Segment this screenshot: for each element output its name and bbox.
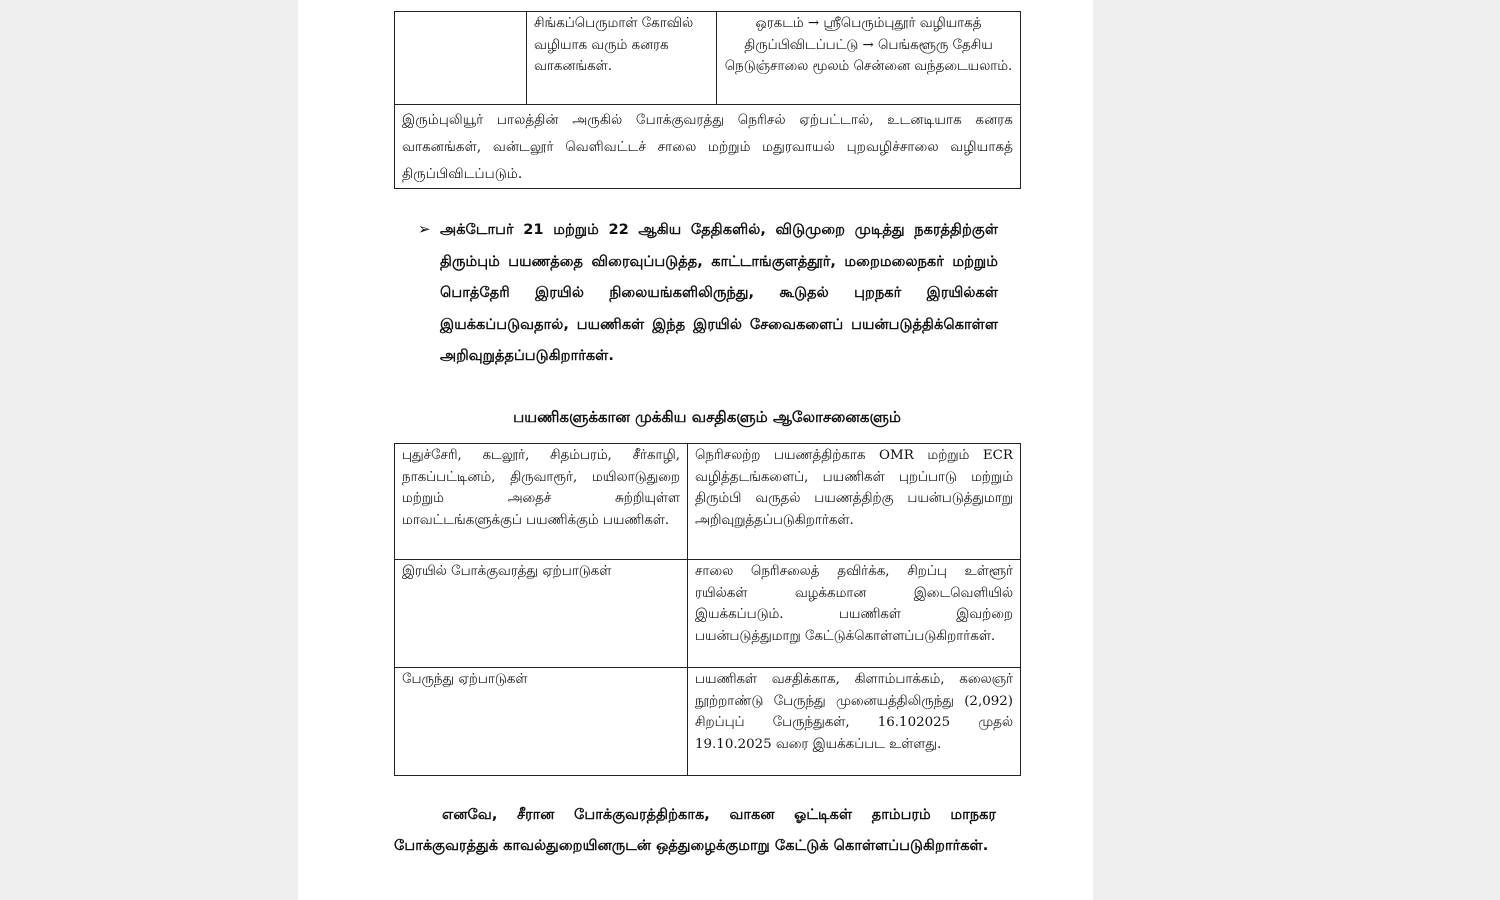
table-row xyxy=(395,560,1021,668)
table-row xyxy=(395,444,1021,560)
table-cell-empty xyxy=(395,12,527,105)
document-page xyxy=(298,0,1093,900)
section-title: பயணிகளுக்கான முக்கிய வசதிகளும் ஆலோசனைகளும் xyxy=(513,408,901,426)
closing-paragraph: எனவே, சீரான போக்குவரத்திற்காக, வாகன ஓட்டிகள் தாம்பரம் மாநகர போக்குவரத்துக் காவல்துறையினருடன் ஒத்துழைக்குமாறு கேட்டுக் கொள்ளப்படுகிறார்கள். xyxy=(394,806,996,854)
diversion-table xyxy=(394,11,1021,189)
table-cell-label: பேருந்து ஏற்பாடுகள் xyxy=(395,668,688,776)
table-cell-vehicles: சிங்கப்பெருமாள் கோவில் வழியாக வரும் கனரக வாகனங்கள். xyxy=(527,12,717,105)
bullet-paragraph xyxy=(418,214,998,372)
arrow-bullet-icon: ➢ xyxy=(418,220,431,238)
bullet-text: அக்டோபர் 21 மற்றும் 22 ஆகிய தேதிகளில், விடுமுறை முடித்து நகரத்திற்குள் திரும்பும் பயணத்தை விரைவுப்படுத்த, காட்டாங்குளத்தூர், மறைமலைநகர் மற்றும் பொத்தேரி இரயில் நிலையங்களிலிருந்து, கூடுதல் புறநகர் இரயில்கள் இயக்கப்படுவதால், பயணிகள் இந்த இரயில் சேவைகளைப் பயன்படுத்திக்கொள்ள அறிவுறுத்தப்படுகிறார்கள். xyxy=(440,221,998,364)
facilities-table xyxy=(394,443,1021,776)
table-cell-label: புதுச்சேரி, கடலூர், சிதம்பரம், சீர்காழி, நாகப்பட்டினம், திருவாரூர், மயிலாடுதுறை மற்றும் அதைச் சுற்றியுள்ள மாவட்டங்களுக்குப் பயணிக்கும் பயணிகள். xyxy=(395,444,688,560)
table-row xyxy=(395,12,1021,105)
table-row xyxy=(395,668,1021,776)
table-note: இரும்புலியூர் பாலத்தின் அருகில் போக்குவரத்து நெரிசல் ஏற்பட்டால், உடனடியாக கனரக வாகனங்கள், வன்டலூர் வெளிவட்டச் சாலை மற்றும் மதுரவாயல் புறவழிச்சாலை வழியாகத் திருப்பிவிடப்படும். xyxy=(395,105,1021,189)
table-row xyxy=(395,105,1021,189)
table-cell-route: ஒரகடம் → ஸ்ரீபெரும்புதூர் வழியாகத் திருப்பிவிடப்பட்டு → பெங்களூரு தேசிய நெடுஞ்சாலை மூலம் சென்னை வந்தடையலாம். xyxy=(717,12,1021,105)
table-cell-detail: நெரிசலற்ற பயணத்திற்காக OMR மற்றும் ECR வழித்தடங்களைப், பயணிகள் புறப்பாடு மற்றும் திரும்பி வருதல் பயணத்திற்கு பயன்படுத்துமாறு அறிவுறுத்தப்படுகிறார்கள். xyxy=(688,444,1021,560)
table-cell-detail: சாலை நெரிசலைத் தவிர்க்க, சிறப்பு உள்ளூர் ரயில்கள் வழக்கமான இடைவெளியில் இயக்கப்படும். பயணிகள் இவற்றை பயன்படுத்துமாறு கேட்டுக்கொள்ளப்படுகிறார்கள். xyxy=(688,560,1021,668)
table-cell-detail: பயணிகள் வசதிக்காக, கிளாம்பாக்கம், கலைஞர் நூற்றாண்டு பேருந்து முனையத்திலிருந்து (2,092) சிறப்புப் பேருந்துகள், 16.102025 முதல் 19.10.2025 வரை இயக்கப்பட உள்ளது. xyxy=(688,668,1021,776)
table-cell-label: இரயில் போக்குவரத்து ஏற்பாடுகள் xyxy=(395,560,688,668)
